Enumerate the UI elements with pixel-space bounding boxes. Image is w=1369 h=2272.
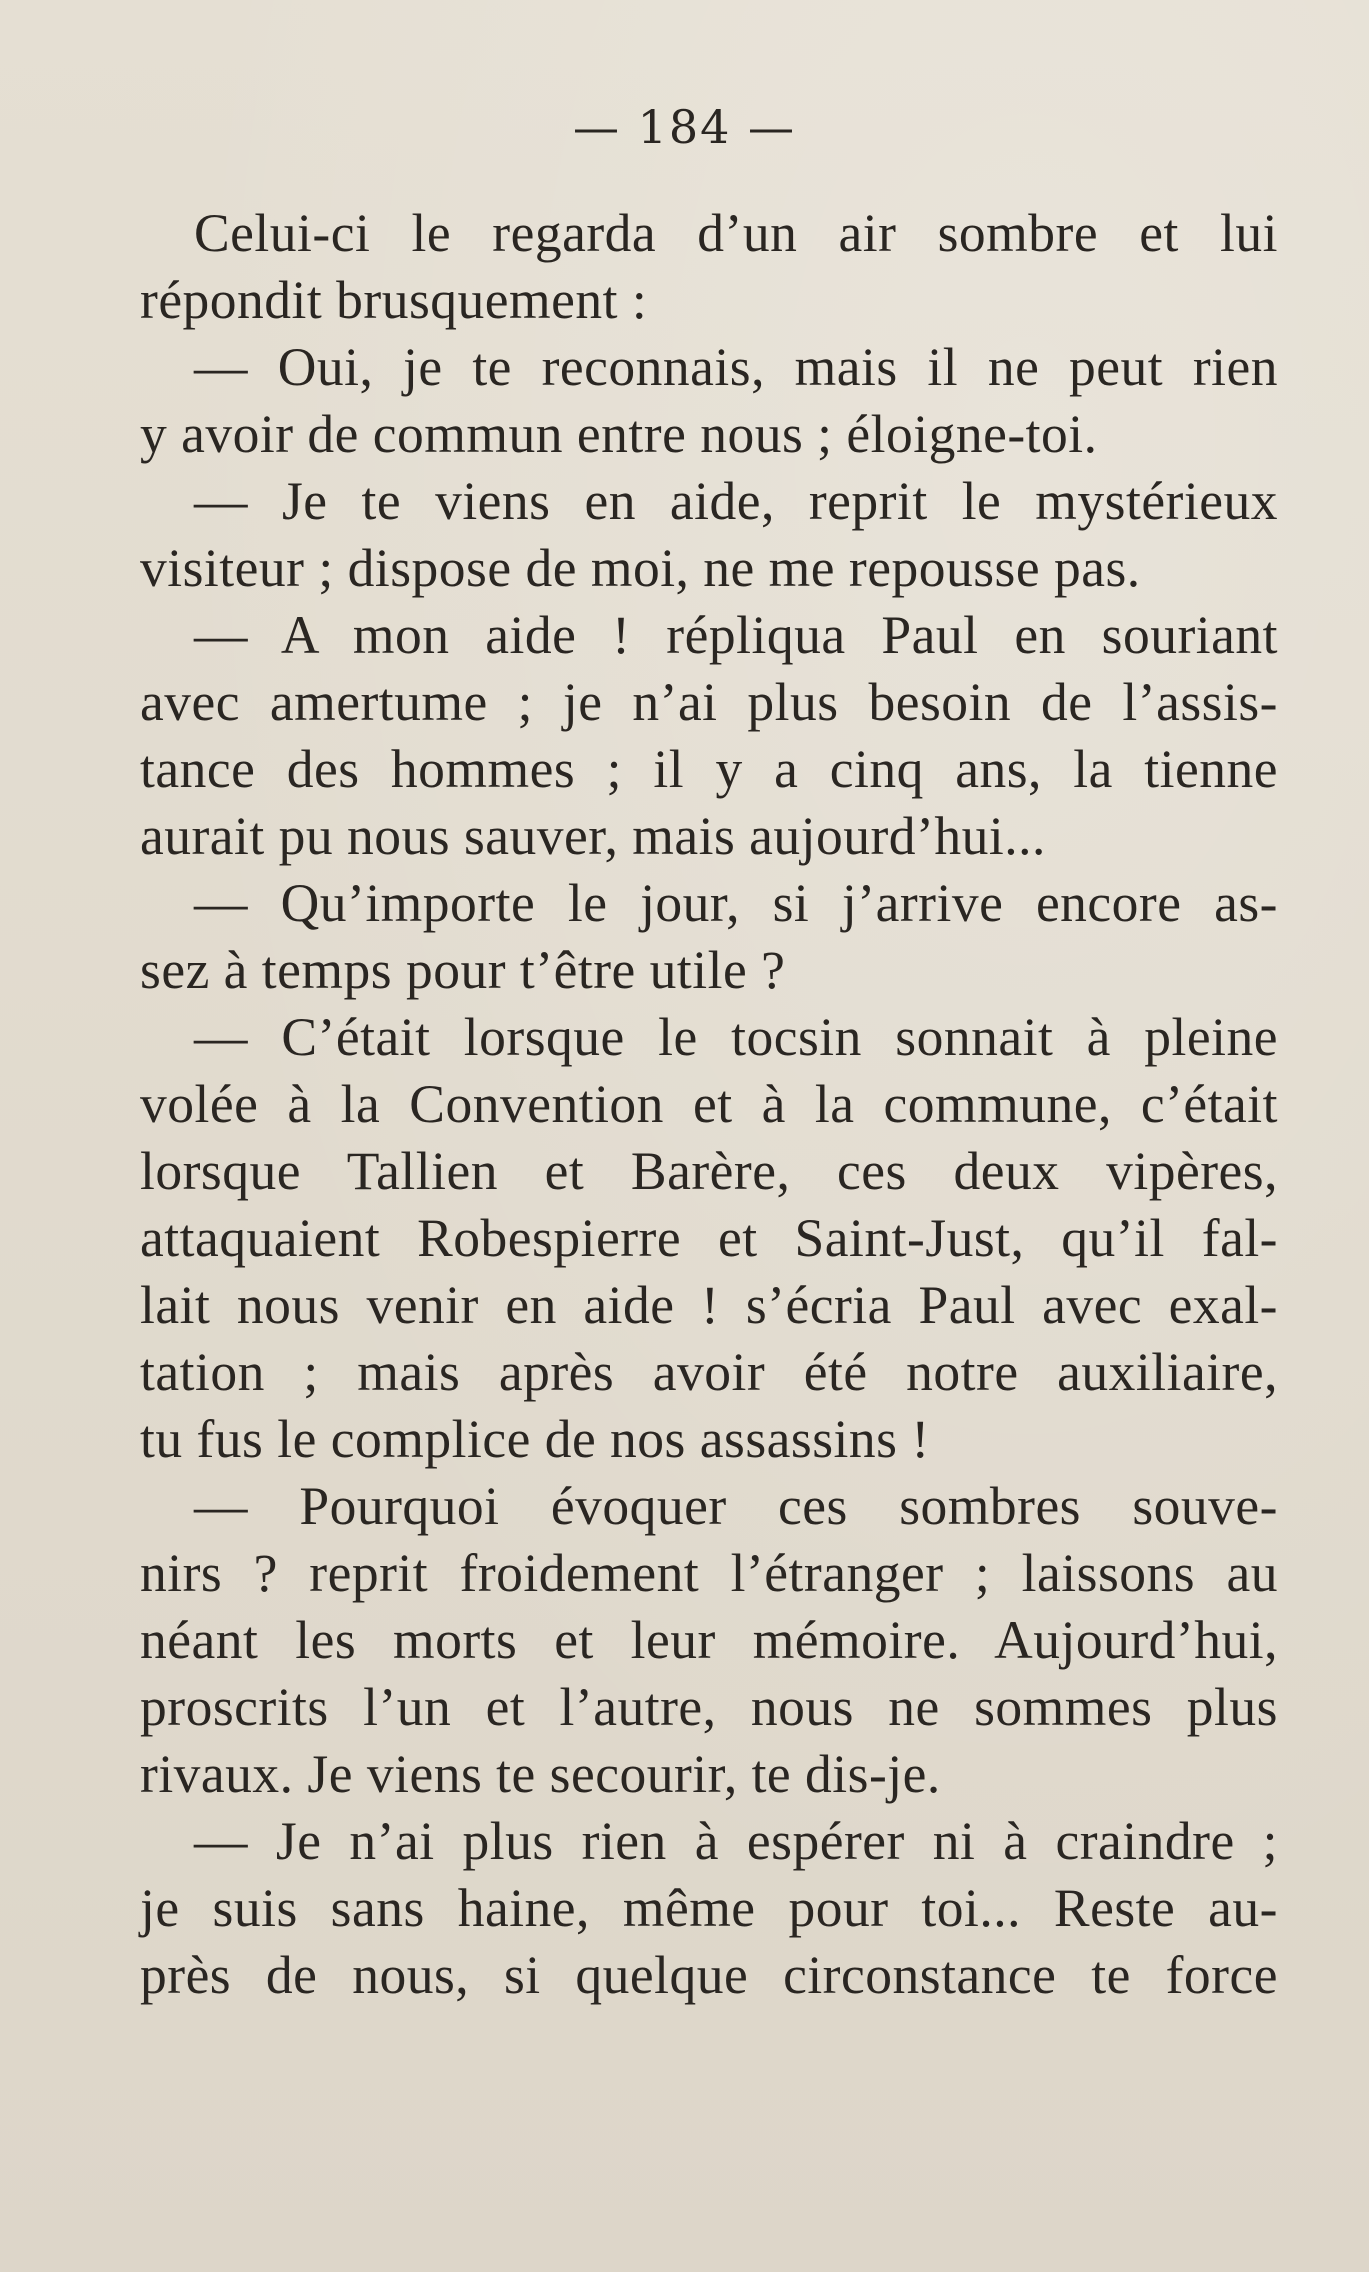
text-line: volée à la Convention et à la commune, c’était <box>140 1074 1278 1134</box>
text-line: tation ; mais après avoir été notre auxiliaire, <box>140 1342 1278 1402</box>
text-line: avec amertume ; je n’ai plus besoin de l’assis- <box>140 672 1278 732</box>
text-line: — Je n’ai plus rien à espérer ni à craindre ; <box>194 1811 1278 1871</box>
text-line: répondit brusquement : <box>140 270 648 330</box>
text-line: Celui-ci le regarda d’un air sombre et lui <box>194 203 1278 263</box>
page-number: — 184 — <box>572 100 797 154</box>
text-line: près de nous, si quelque circonstance te force <box>140 1945 1278 2005</box>
text-line: attaquaient Robespierre et Saint-Just, qu’il fal- <box>140 1208 1278 1268</box>
body-text <box>140 200 1278 2009</box>
text-line: y avoir de commun entre nous ; éloigne-toi. <box>140 404 1098 464</box>
text-line: — Qu’importe le jour, si j’arrive encore as- <box>194 873 1278 933</box>
text-line: nirs ? reprit froidement l’étranger ; laissons au <box>140 1543 1278 1603</box>
text-line: — Oui, je te reconnais, mais il ne peut rien <box>194 337 1278 397</box>
text-line: — C’était lorsque le tocsin sonnait à pleine <box>194 1007 1278 1067</box>
text-line: sez à temps pour t’être utile ? <box>140 940 786 1000</box>
text-line: visiteur ; dispose de moi, ne me repousse pas. <box>140 538 1141 598</box>
text-line: proscrits l’un et l’autre, nous ne sommes plus <box>140 1677 1278 1737</box>
text-line: — A mon aide ! répliqua Paul en souriant <box>194 605 1278 665</box>
text-line: tance des hommes ; il y a cinq ans, la tienne <box>140 739 1278 799</box>
text-line: — Pourquoi évoquer ces sombres souve- <box>194 1476 1278 1536</box>
text-line: néant les morts et leur mémoire. Aujourd’hui, <box>140 1610 1278 1670</box>
text-line: aurait pu nous sauver, mais aujourd’hui... <box>140 806 1046 866</box>
text-line: tu fus le complice de nos assassins ! <box>140 1409 930 1469</box>
text-line: — Je te viens en aide, reprit le mystérieux <box>194 471 1278 531</box>
text-line: lait nous venir en aide ! s’écria Paul avec exal- <box>140 1275 1278 1335</box>
text-line: lorsque Tallien et Barère, ces deux vipères, <box>140 1141 1278 1201</box>
text-line: rivaux. Je viens te secourir, te dis-je. <box>140 1744 941 1804</box>
text-line: je suis sans haine, même pour toi... Reste au- <box>140 1878 1278 1938</box>
